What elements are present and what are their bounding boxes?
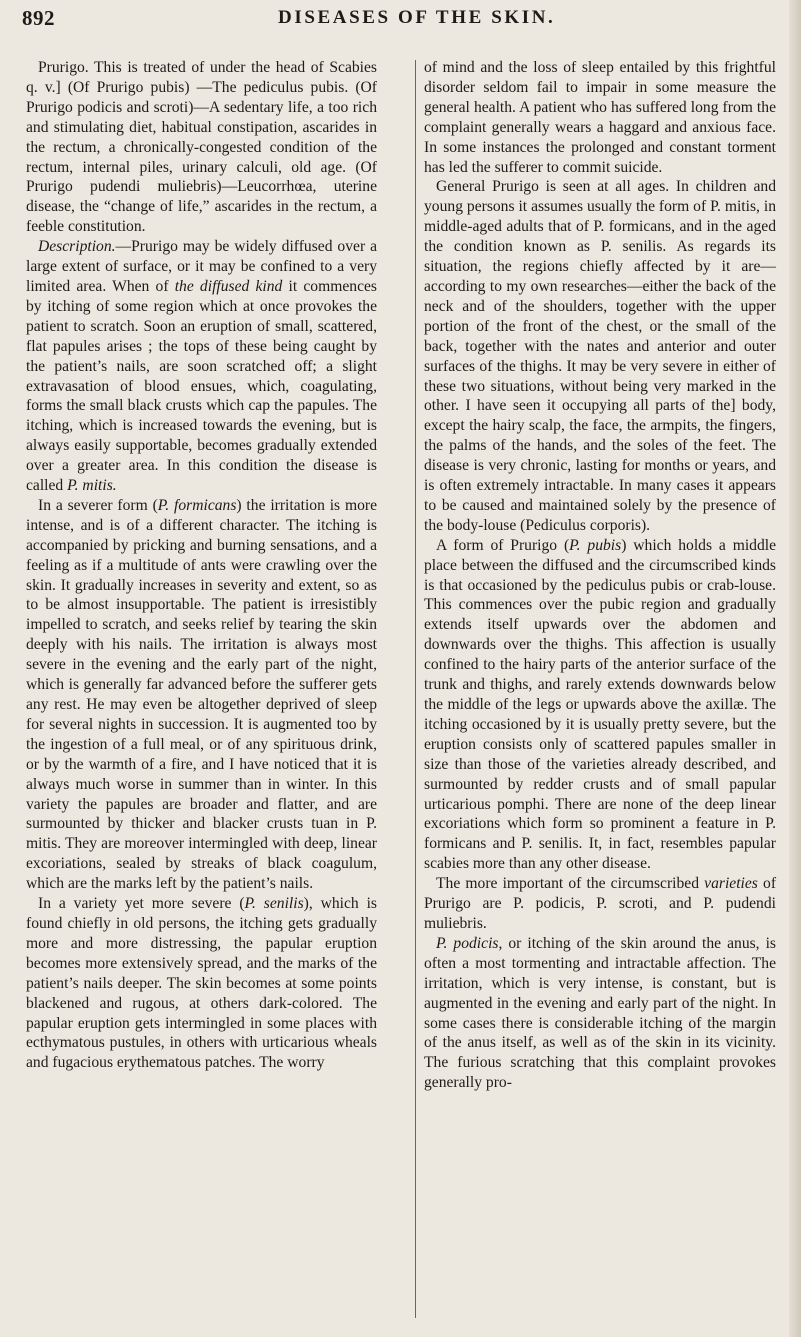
column-divider <box>415 60 416 1318</box>
paragraph-causes <box>26 58 377 237</box>
paragraph-text: A form of Prurigo ( <box>436 536 570 554</box>
emphasis: varieties <box>704 875 758 893</box>
paragraph-formicans <box>26 496 377 894</box>
paragraph-senilis <box>26 894 377 1073</box>
paragraph-podicis <box>424 934 776 1093</box>
paragraph-text: —Prurigo may be widely diffused over a large extent of surface, or it may be confined to a very limited area. When of <box>26 238 377 295</box>
paragraph-text: In a variety yet more severe ( <box>38 895 245 913</box>
paragraph-general-prurigo <box>424 177 776 535</box>
disease-name: P. formicans <box>157 496 237 514</box>
paragraph-text: it commences by itching of some region which at once provokes the patient to scratch. Soon an eruption of small, scattered, flat papules arises ; the tops of these being caught by the patient’s nails, are soon scratched off; a slight extravasation of blood ensues, which, coagulating, forms the small black crusts which cap the papules. The itching, which is increased towards the evening, but is always easily supportable, becomes gradually extended over a greater area. In this condition the disease is called <box>26 277 377 495</box>
paragraph-text: ) which holds a middle place between the diffused and the circumscribed kinds is that occasioned by the pediculus pubis or crab-louse. This commences over the pubic region and gradually extends itself upwards over the abdomen and downwards over the thighs. This affection is usually confined to the hairy parts of the anterior surface of the trunk and thighs, and rarely extends downwards below the middle of the legs or upwards above the axillæ. The itching occasioned by it is usually pretty severe, but the eruption consists only of scattered papules smaller in size than those of the varieties already described, and surmounted by redder crusts and of small papular urticarious pomphi. There are none of the deep linear excoriations which form so prominent a feature in P. formicans and P. senilis. It, in fact, resembles papular scabies more than any other disease. <box>424 536 776 873</box>
paragraph-circumscribed <box>424 874 776 934</box>
paragraph-text: of Prurigo are P. podicis, P. scroti, and P. pudendi muliebris. <box>424 875 777 932</box>
disease-name: P. senilis <box>244 895 304 913</box>
paragraph-text: General Prurigo is seen at all ages. In children and young persons it assumes usually the form of P. mitis, in middle-aged adults that of P. formicans, and in the aged the condition known as P. senilis. As regards its situation, the regions chiefly affected by it are—according to my own researches—either the back of the neck and of the shoulders, together with the upper portion of the front of the chest, or the small of the back, together with the nates and anterior and outer surfaces of the thighs. It may be very severe in either of these two situations, without being very marked in the other. I have seen it occupying all parts of the] body, except the hairy scalp, the face, the armpits, the fingers, the palms of the hands, and the soles of the feet. The disease is very chronic, lasting for months or years, and is often extremely intractable. In many cases it appears to be caused and maintained solely by the presence of the body-louse (Pediculus corporis). <box>424 178 776 534</box>
paragraph-text: The more important of the circumscribed <box>436 875 705 893</box>
paragraph-text: Prurigo. This is treated of under the head of Scabies q. v.] (Of Prurigo pubis) —The pediculus pubis. (Of Prurigo podicis and scroti)—A sedentary life, a too rich and stimulating diet, habitual constipation, ascarides in the rectum, a chronically-congested condition of the rectum, internal piles, urinary calculi, old age. (Of Prurigo pudendi muliebris)—Leucorrhœa, uterine disease, the “change of life,” ascarides in the rectum, a feeble constitution. <box>26 59 377 236</box>
running-title: DISEASES OF THE SKIN. <box>278 7 556 28</box>
left-column <box>26 58 377 1073</box>
page-edge-shadow <box>789 0 801 1337</box>
paragraph-pubis <box>424 536 776 874</box>
section-heading: Description. <box>38 238 116 256</box>
paragraph-text: of mind and the loss of sleep entailed by this frightful disorder seldom fail to impair in some measure the general health. A patient who has suffered long from the complaint generally wears a haggard and anxious face. In some instances the prolonged and constant torment has led the sufferer to commit suicide. <box>424 59 776 176</box>
right-column <box>424 58 776 1093</box>
paragraph-continued <box>424 58 776 177</box>
paragraph-text: , or itching of the skin around the anus, is often a most tormenting and intractable affection. The irritation, which is very intense, is constant, but is augmented in the evening and early part of the night. In some cases there is considerable itching of the margin of the anus itself, as well as of the skin in its vicinity. The furious scratching that this complaint provokes generally pro- <box>424 934 776 1092</box>
running-head <box>22 6 782 36</box>
paragraph-description <box>26 237 377 496</box>
paragraph-text: ), which is found chiefly in old persons, the itching gets gradually more and more distressing, the papular eruption becomes more extensively spread, and the marks of the patient’s nails deeper. The skin becomes at some points blackened and rugous, at others dark-colored. The papular eruption gets intermingled in some places with ecthymatous pustules, in others with urticarious wheals and fugacious erythematous patches. The worry <box>26 895 377 1072</box>
disease-name: P. pubis <box>569 536 622 554</box>
disease-name: P. mitis. <box>67 477 117 495</box>
paragraph-text: In a severer form ( <box>38 496 158 514</box>
paragraph-text: ) the irritation is more intense, and is of a different character. The itching is accompanied by pricking and burning sensations, and a feeling as if a multitude of ants were crawling over the skin. It gradually increases in severity and extent, so as to be almost insupportable. The patient is irresistibly impelled to scratch, and seeks relief by tearing the skin deeply with his nails. The irritation is always most severe in the evening and the early part of the night, which is generally far advanced before the sufferer gets any rest. He may even be altogether deprived of sleep for several nights in succession. It is augmented too by the ingestion of a full meal, or of any spirituous drink, or by the warmth of a fire, and I have noticed that it is always much worse in summer than in winter. In this variety the papules are broader and flatter, and are surmounted by thicker and blacker crusts tuan in P. mitis. They are moreover intermingled with deep, linear excoriations, sealed by streaks of black coagulum, which are the marks left by the patient’s nails. <box>26 496 377 893</box>
emphasis: the diffused kind <box>174 277 283 295</box>
disease-name: P. podicis <box>436 934 499 952</box>
page-number: 892 <box>22 6 55 30</box>
